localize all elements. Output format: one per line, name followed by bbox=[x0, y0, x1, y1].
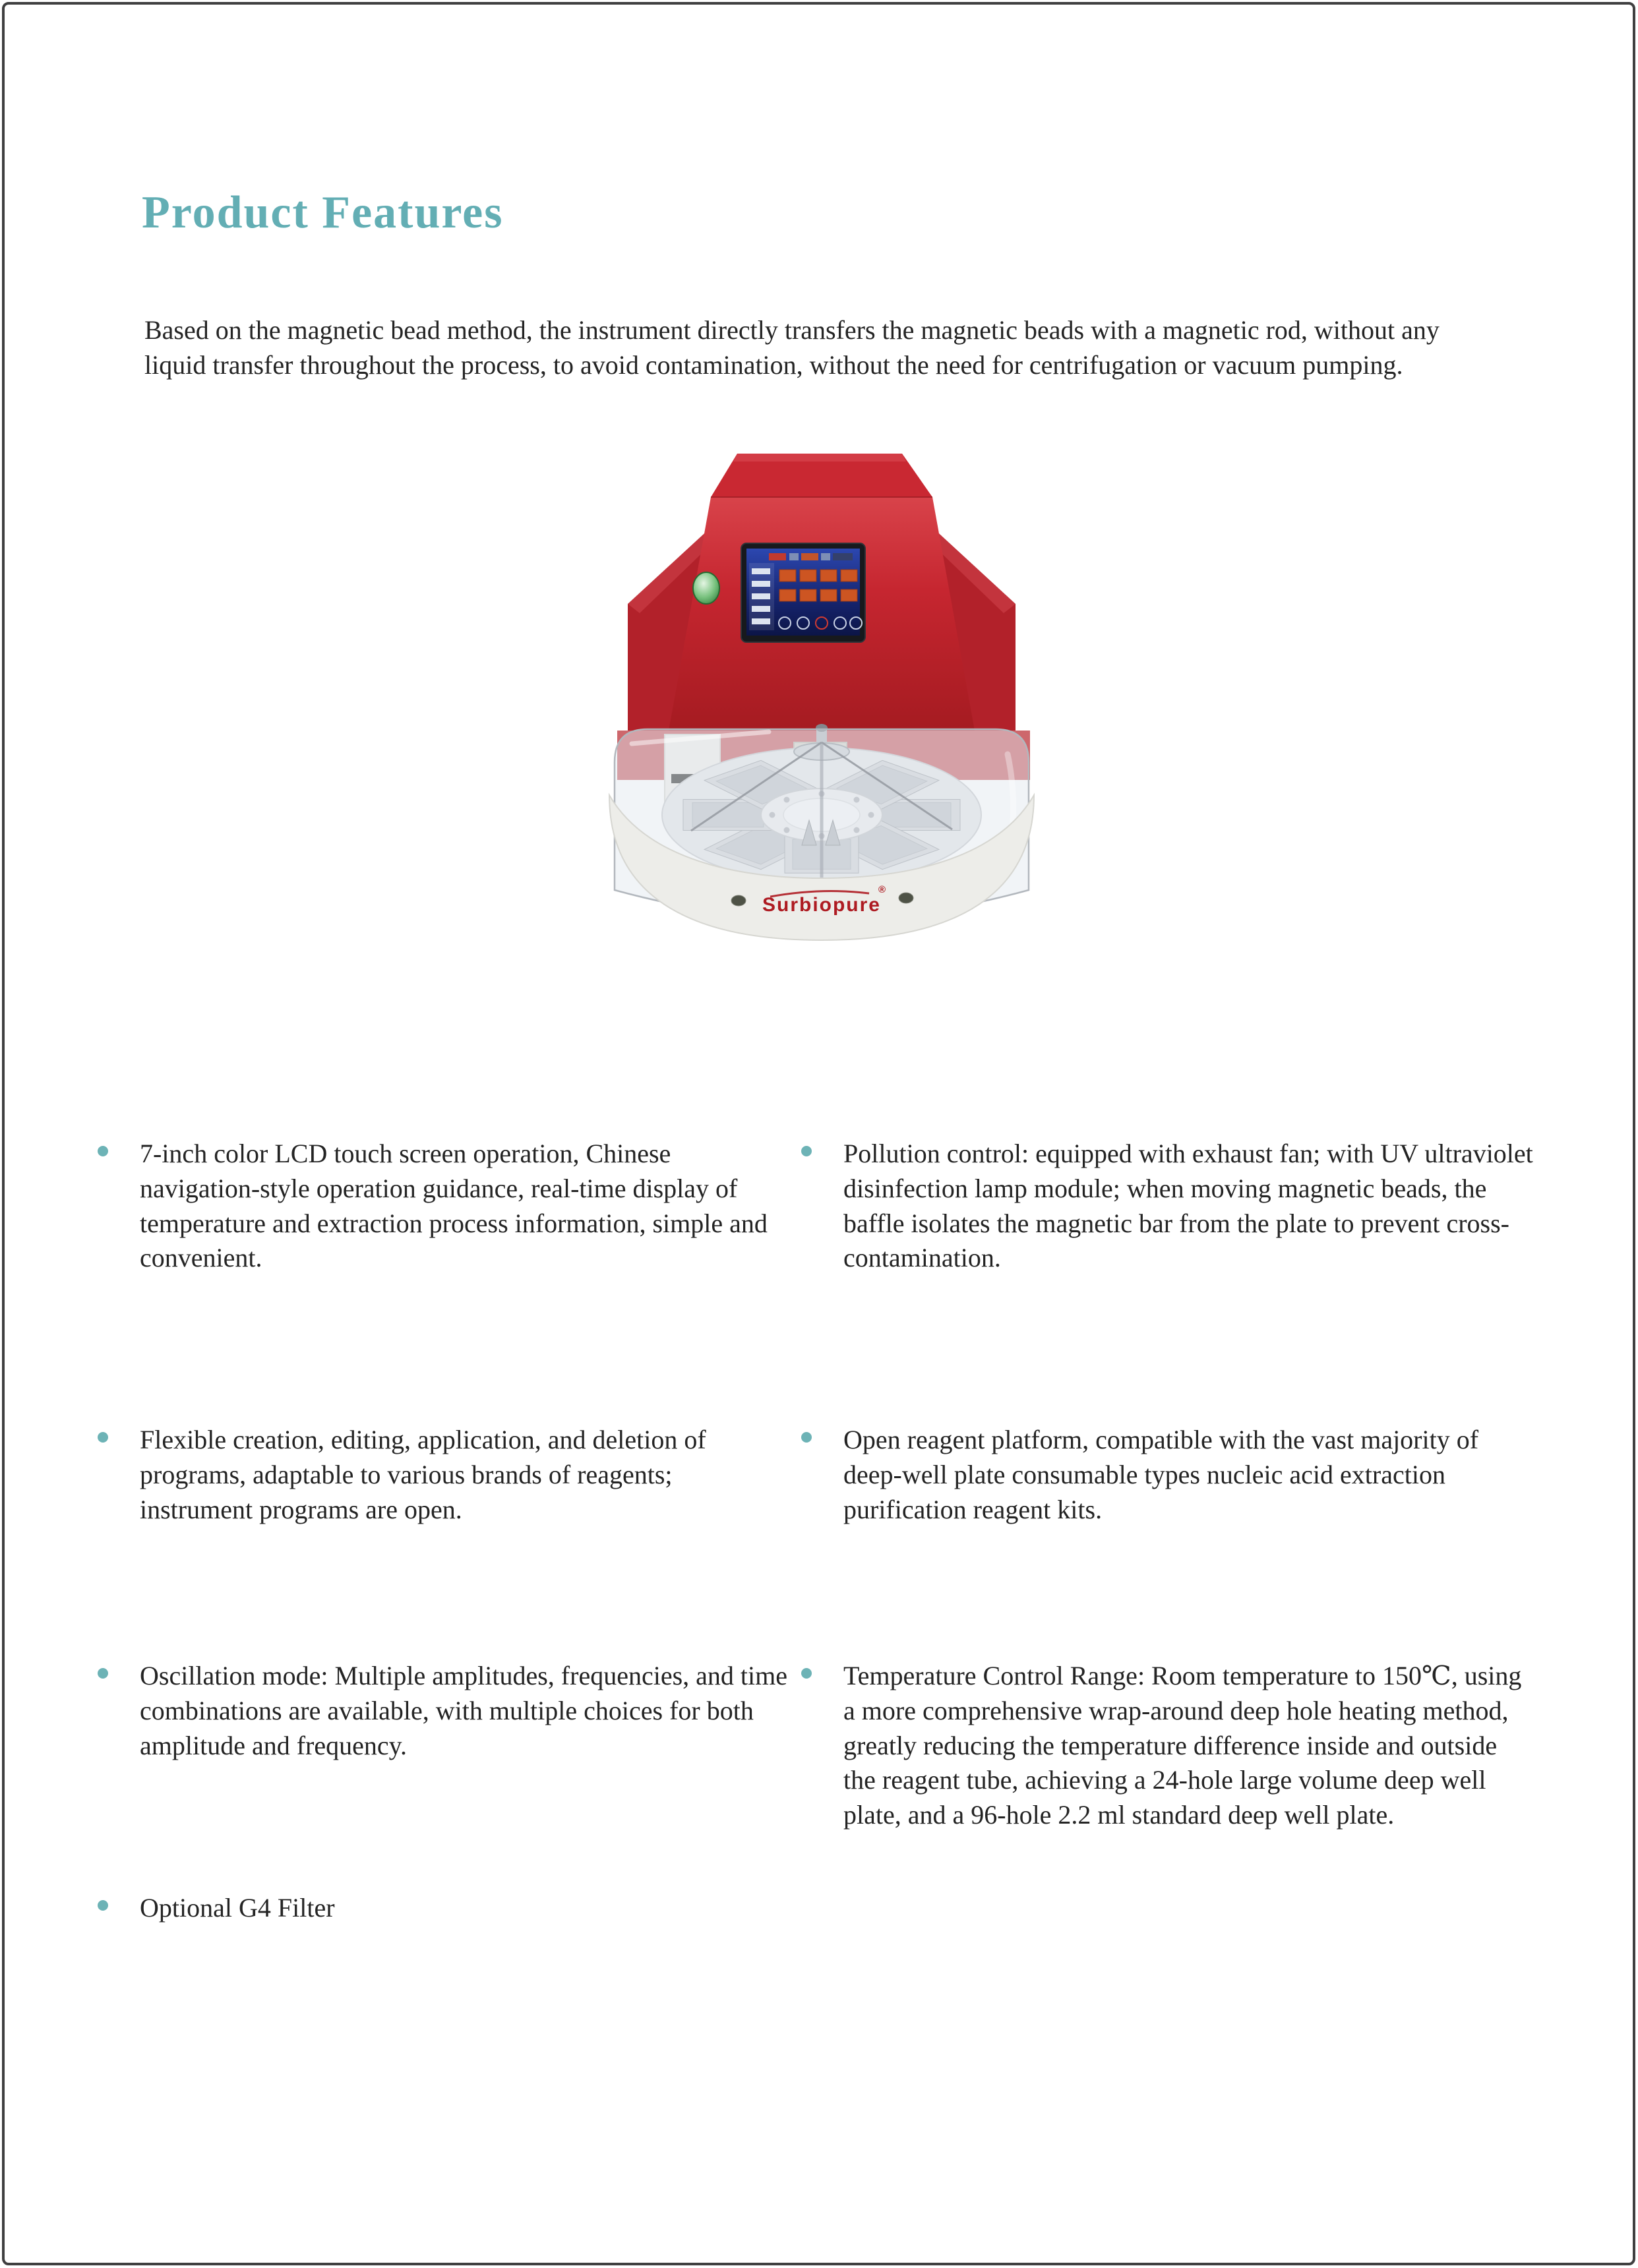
product-photo bbox=[571, 434, 1076, 959]
registered-mark: ® bbox=[878, 884, 888, 895]
instrument-illustration bbox=[571, 434, 1076, 959]
bullet-icon bbox=[801, 1668, 812, 1679]
feature-item bbox=[98, 1137, 789, 1276]
power-button-icon bbox=[693, 572, 719, 604]
feature-text: Oscillation mode: Multiple amplitudes, frequencies, and time combinations are available, with multiple choices for both amplitude and frequency. bbox=[140, 1661, 787, 1760]
feature-item bbox=[98, 1659, 789, 1763]
page-title: Product Features bbox=[142, 187, 504, 238]
bullet-icon bbox=[98, 1900, 108, 1911]
bullet-icon bbox=[98, 1668, 108, 1679]
brand-name: Surbiopure bbox=[762, 894, 882, 916]
bullet-icon bbox=[98, 1146, 108, 1156]
screw-icon bbox=[731, 895, 746, 906]
bullet-icon bbox=[98, 1432, 108, 1443]
device-screen bbox=[741, 543, 865, 642]
feature-item bbox=[98, 1423, 789, 1527]
feature-text: 7-inch color LCD touch screen operation, Chinese navigation-style operation guidance, real-time display of temperature and extraction process information, simple and convenient. bbox=[140, 1139, 768, 1273]
bullet-icon bbox=[801, 1146, 812, 1156]
feature-item bbox=[98, 1891, 789, 1926]
feature-item bbox=[801, 1137, 1534, 1276]
feature-text: Pollution control: equipped with exhaust fan; with UV ultraviolet disinfection lamp module; when moving magnetic beads, the baffle isolates the magnetic bar from the plate to prevent cross-contamination. bbox=[843, 1139, 1533, 1273]
intro-paragraph: Based on the magnetic bead method, the instrument directly transfers the magnetic beads with a magnetic rod, without any liquid transfer throughout the process, to avoid contamination, without the need for centrifugation or vacuum pumping. bbox=[144, 315, 1440, 380]
feature-text: Optional G4 Filter bbox=[140, 1893, 335, 1923]
feature-text: Flexible creation, editing, application, and deletion of programs, adaptable to various brands of reagents; instrument programs are open. bbox=[140, 1425, 706, 1524]
feature-item bbox=[801, 1659, 1534, 1833]
feature-text: Open reagent platform, compatible with the vast majority of deep-well plate consumable types nucleic acid extraction purification reagent kits. bbox=[843, 1425, 1479, 1524]
feature-item bbox=[801, 1423, 1534, 1527]
feature-text: Temperature Control Range: Room temperature to 150℃, using a more comprehensive wrap-around deep hole heating method, greatly reducing the temperature difference inside and outside the reagent tube, achieving a 24-hole large volume deep well plate, and a 96-hole 2.2 ml standard deep well plate. bbox=[843, 1661, 1522, 1830]
bullet-icon bbox=[801, 1432, 812, 1443]
screw-icon bbox=[899, 893, 913, 903]
